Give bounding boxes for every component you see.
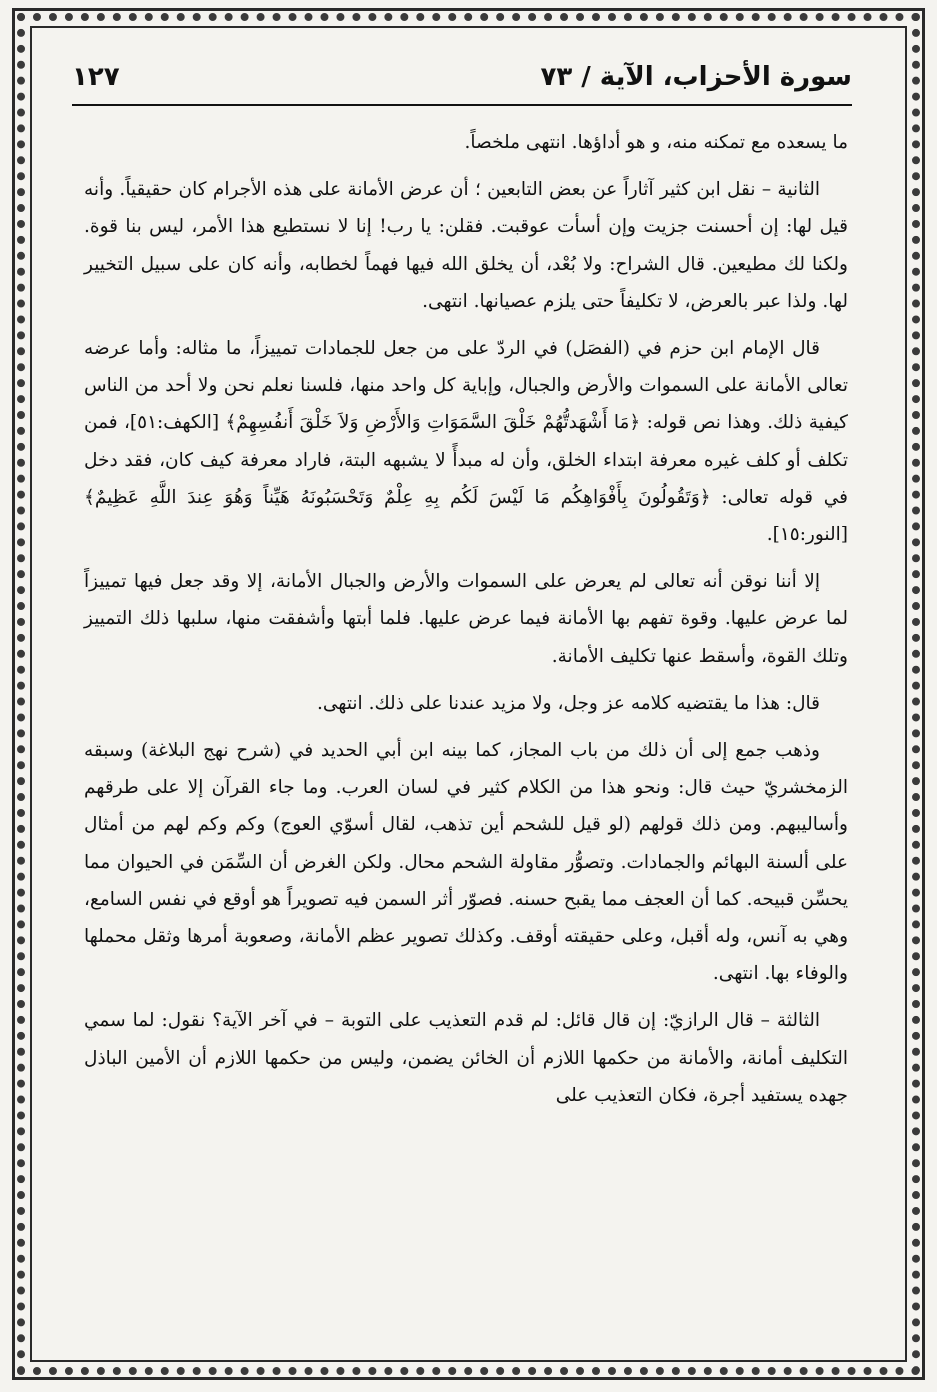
- paragraph: قال: هذا ما يقتضيه كلامه عز وجل، ولا مزيد عندنا على ذلك. انتهى.: [317, 692, 820, 714]
- paragraph: إلا أننا نوقن أنه تعالى لم يعرض على السموات والأرض والجبال الأمانة، إلا وقد جعل فيها تمييزاً لما عرض عليها. وقوة تفهم بها الأمانة فيما عرض عليها. فلما أبتها وأشفقت منها، سلبها ذلك التمييز وتلك القوة، وأسقط عنها تكليف الأمانة.: [84, 571, 848, 667]
- header-divider: [72, 104, 852, 106]
- running-header: [72, 58, 852, 104]
- paragraph: ما يسعده مع تمكنه منه، و هو أداؤها. انتهى ملخصاً.: [464, 132, 848, 153]
- paragraph: وذهب جمع إلى أن ذلك من باب المجاز، كما بينه ابن أبي الحديد في (شرح نهج البلاغة) وسبقه الزمخشريّ حيث قال: ونحو هذا من الكلام كثير في لسان العرب. وما جاء القرآن إلا على طرقهم وأساليبهم. ومن ذلك قولهم (لو قيل للشحم أين تذهب، لقال أسوّي العوج) وكم وكم لهم من أمثال على ألسنة البهائم والجمادات. وتصوُّر مقاولة الشحم محال. ولكن الغرض أن السِّمَن في الحيوان مما يحسِّن قبيحه. كما أن العجف مما يقبح حسنه. فصوّر أثر السمن فيه تصويراً هو أوقع في نفس السامع، وهي به آنس، وله أقبل، وعلى حقيقته أوقف. وكذلك تصوير عظم الأمانة، وصعوبة أمرها وثقل محملها والوفاء بها. انتهى.: [84, 740, 848, 985]
- page-number: ١٢٧: [72, 62, 120, 92]
- page-body: [84, 124, 848, 1124]
- paragraph: الثانية – نقل ابن كثير آثاراً عن بعض التابعين ؛ أن عرض الأمانة على هذه الأجرام كان حقيقياً. وأنه قيل لها: إن أحسنت جزيت وإن أسأت عوقبت. فقلن: يا رب! إنا لا نستطيع هذا الأمر، ليس بنا قوة. ولكنا لك مطيعين. قال الشراح: ولا بُعْد، أن يخلق الله فيها فهماً لخطابه، وأنه كان على سبيل التخيير لها. ولذا عبر بالعرض، لا تكليفاً حتى يلزم عصيانها. انتهى.: [84, 179, 848, 312]
- paragraph: قال الإمام ابن حزم في (الفصَل) في الردّ على من جعل للجمادات تمييزاً، ما مثاله: وأما عرضه تعالى الأمانة على السموات والأرض والجبال، وإباية كل واحد منها، فلسنا نعلم نحن ولا أحد من الناس كيفية ذلك. وهذا نص قوله: ﴿مَا أَشْهَدتُّهُمْ خَلْقَ السَّمَوَاتِ وَالأَرْضِ وَلاَ خَلْقَ أَنفُسِهِمْ﴾ [الكهف:٥١]، فمن تكلف أو كلف غيره معرفة ابتداء الخلق، وأن له مبدأً لا يشبهه البتة، فاراد معرفة كيف كان، فقد دخل في قوله تعالى: ﴿وَتَقُولُونَ بِأَفْوَاهِكُم مَا لَيْسَ لَكُم بِهِ عِلْمٌ وَتَحْسَبُونَهُ هَيِّناً وَهُوَ عِندَ اللَّهِ عَظِيمٌ﴾ [النور:١٥].: [84, 338, 848, 546]
- paragraph: الثالثة – قال الرازيّ: إن قال قائل: لم قدم التعذيب على التوبة – في آخر الآية؟ نقول: لما سمي التكليف أمانة، والأمانة من حكمها اللازم أن الخائن يضمن، وليس من حكمها اللازم أن الأمين الباذل جهده يستفيد أجرة، فكان التعذيب على: [84, 1010, 848, 1106]
- running-header-title: سورة الأحزاب، الآية / ٧٣: [540, 62, 852, 92]
